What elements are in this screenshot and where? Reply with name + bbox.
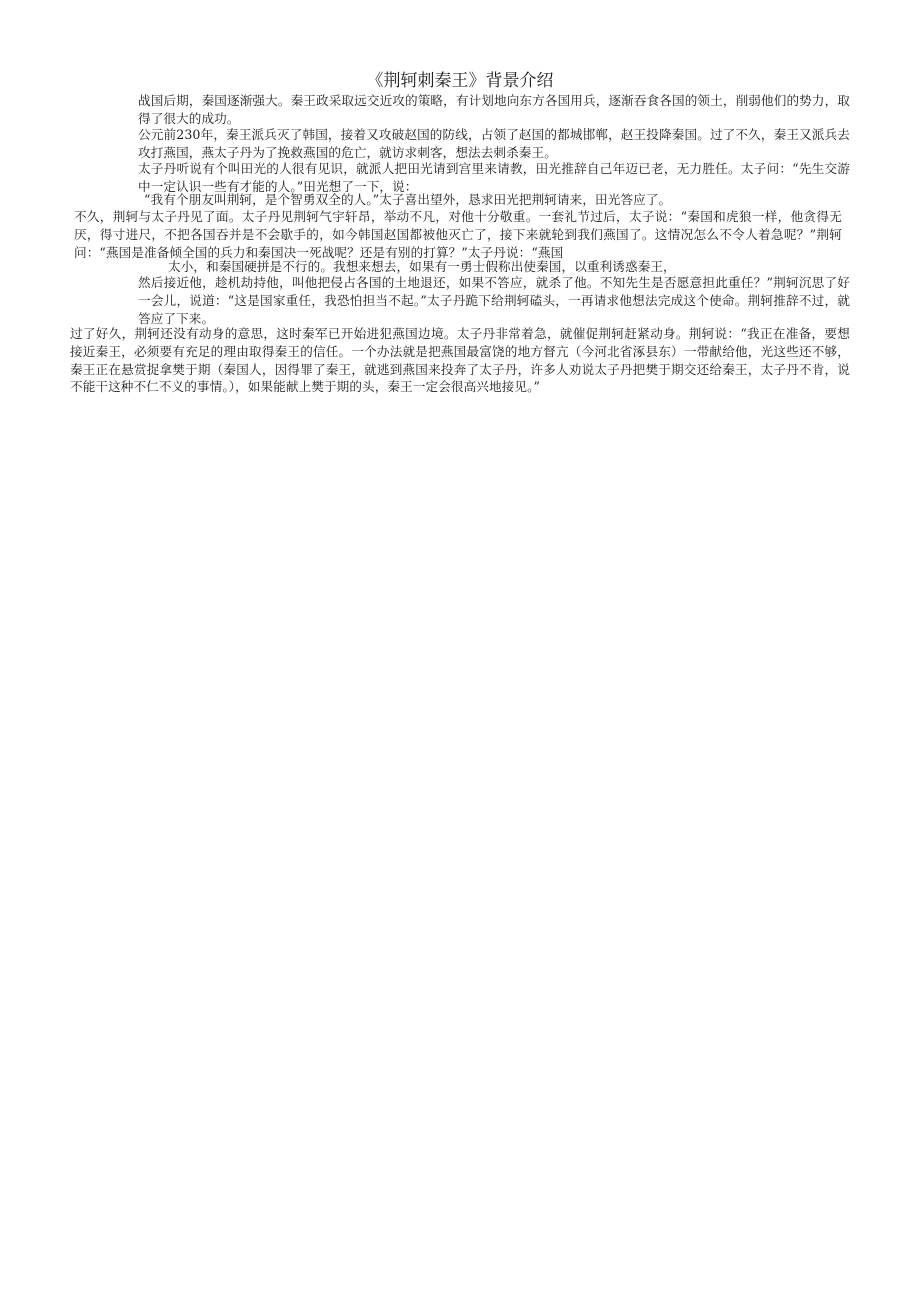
paragraph-tian-guang: 太子丹听说有个叫田光的人很有见识，就派人把田光请到宫里来请教，田光推辞自己年迈已老，无力胜任。太子问：“先生交游中一定认识一些有才能的人。”田光想了一下，说： bbox=[138, 161, 850, 194]
document-title: 《荆轲刺秦王》背景介绍 bbox=[366, 71, 554, 91]
paragraph-prince-meets-jing-ke: 不久，荆轲与太子丹见了面。太子丹见荆轲气宇轩昂，举动不凡，对他十分敬重。一套礼节过后，太子说：“秦国和虎狼一样，他贪得无厌，得寸进尺，不把各国吞并是不会歇手的，如今韩国赵国都被他灭亡了，接下来就轮到我们燕国了。这情况怎么不令人着急呢？”荆轲问：“燕国是准备倾全国的兵力和秦国决一死战呢？还是有别的打算？”太子丹说：“燕国 bbox=[74, 209, 842, 260]
paragraph-plan-part-2: 然后接近他，趁机劫持他，叫他把侵占各国的土地退还，如果不答应，就杀了他。不知先生是否愿意担此重任？”荆轲沉思了好一会儿，说道：“这是国家重任，我恐怕担当不起。”太子丹跪下给荆轲磕头，一再请求他想法完成这个使命。荆轲推辞不过，就答应了下来。 bbox=[138, 275, 850, 326]
paragraph-preparation: 过了好久，荆轲还没有动身的意思，这时秦军已开始进犯燕国边境。太子丹非常着急，就催促荆轲赶紧动身。荆轲说：“我正在准备，要想接近秦王，必须要有充足的理由取得秦王的信任。一个办法就是把燕国最富饶的地方督亢（今河北省涿县东）一带献给他，光这些还不够，秦王正在悬赏捉拿樊于期（秦国人，因得罪了秦王，就逃到燕国来投奔了太子丹，许多人劝说太子丹把樊于期交还给秦王，太子丹不肯，说不能干这种不仁不义的事情。），如果能献上樊于期的头，秦王一定会很高兴地接见。” bbox=[70, 326, 850, 395]
paragraph-qin-conquest: 公元前230年，秦王派兵灭了韩国，接着又攻破赵国的防线，占领了赵国的都城邯郸，赵王投降秦国。过了不久，秦王又派兵去攻打燕国，燕太子丹为了挽救燕国的危亡，就访求刺客，想法去刺杀秦王。 bbox=[138, 127, 850, 160]
paragraph-jing-ke-recommended: “我有个朋友叫荆轲，是个智勇双全的人。”太子喜出望外，恳求田光把荆轲请来，田光答应了。 bbox=[144, 192, 672, 207]
paragraph-background-qin-rise: 战国后期，秦国逐渐强大。秦王政采取远交近攻的策略，有计划地向东方各国用兵，逐渐吞食各国的领土，削弱他们的势力，取得了很大的成功。 bbox=[138, 93, 850, 126]
paragraph-plan-part-1: 太小，和秦国硬拼是不行的。我想来想去，如果有一勇士假称出使秦国，以重利诱惑秦王， bbox=[168, 259, 676, 274]
